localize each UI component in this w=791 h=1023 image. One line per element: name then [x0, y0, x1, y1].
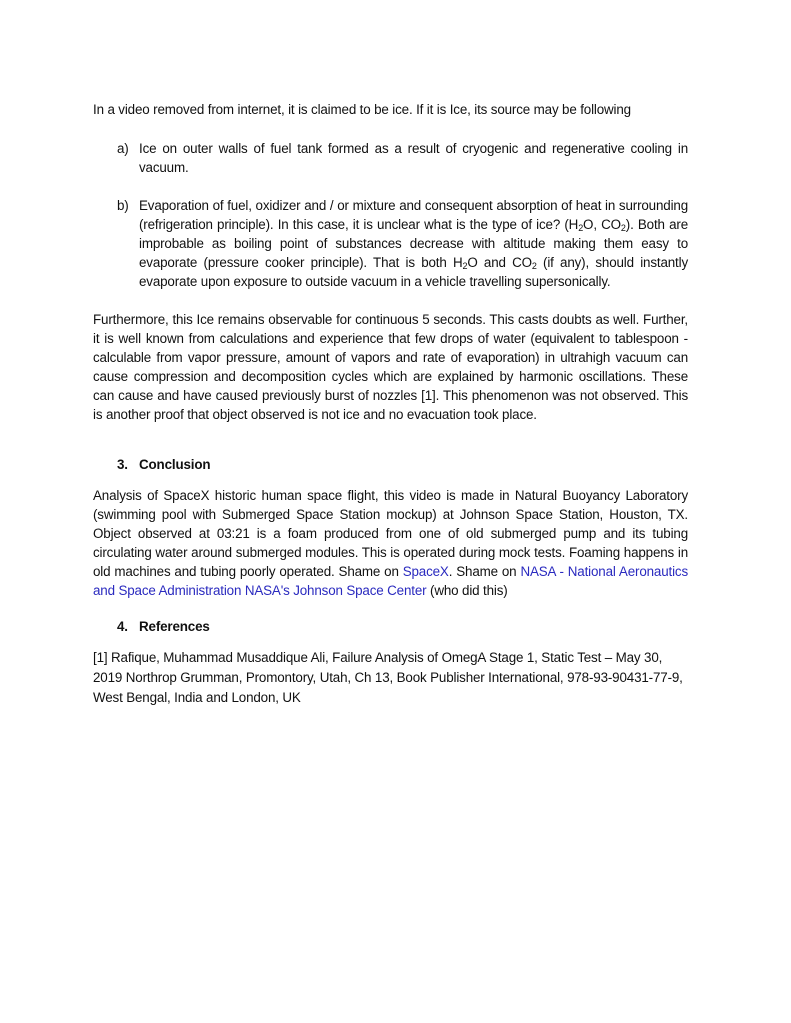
conclusion-paragraph: [93, 486, 688, 600]
list-marker: b): [117, 198, 129, 213]
document-page: [93, 100, 688, 708]
reference-item: [1] Rafique, Muhammad Musaddique Ali, Failure Analysis of OmegA Stage 1, Static Test – May 30, 2019 Northrop Grumman, Promontory, Utah, Ch 13, Book Publisher International, 978-93-90431-77-9, West Bengal, India and London, UK: [93, 650, 683, 705]
section-number: 4.: [117, 619, 128, 634]
section-number: 3.: [117, 457, 128, 472]
list-item-text: Ice on outer walls of fuel tank formed as a result of cryogenic and regenerative cooling in vacuum.: [139, 141, 688, 175]
references-heading: [93, 617, 688, 636]
nasa-link[interactable]: NASA - National Aeronautics and Space Administration NASA's Johnson Space Center: [93, 564, 688, 598]
list-item: [93, 139, 688, 177]
text-segment: ). Both are improbable as boiling point of substances decrease with altitude making them easy to evaporate (pressure cooker principle). That is both H: [139, 217, 688, 270]
ice-source-list: [93, 139, 688, 291]
list-item-text: [139, 198, 688, 289]
list-item: [93, 196, 688, 291]
list-marker: a): [117, 141, 129, 156]
text-segment: O and CO: [467, 255, 532, 270]
subscript: 2: [578, 223, 584, 233]
furthermore-paragraph: Furthermore, this Ice remains observable for continuous 5 seconds. This casts doubts as well. Further, it is well known from calculations and experience that few drops of water (equivalent to tablespoon - calculable from vapor pressure, amount of vapors and rate of evaporation) in ultrahigh vacuum can cause compression and decomposition cycles which are explained by harmonic oscillations. These can cause and have caused previously burst of nozzles [1]. This phenomenon was not observed. This is another proof that object observed is not ice and no evacuation took place.: [93, 312, 688, 422]
intro-paragraph: In a video removed from internet, it is claimed to be ice. If it is Ice, its source may be following: [93, 102, 631, 117]
subscript: 2: [462, 261, 468, 271]
text-segment: Analysis of SpaceX historic human space flight, this video is made in Natural Buoyancy Laboratory (swimming pool with Submerged Space Station mockup) at Johnson Space Station, Houston, TX. Object observed at 03:21 is a foam produced from one of old submerged pump and its tubing circulating water around submerged modules. This is operated during mock tests. Foaming happens in old machines and tubing poorly operated. Shame on: [93, 488, 688, 579]
text-segment: O, CO: [583, 217, 621, 232]
text-segment: Evaporation of fuel, oxidizer and / or mixture and consequent absorption of heat in surrounding (refrigeration principle). In this case, it is unclear what is the type of ice? (H: [139, 198, 688, 232]
text-segment: (who did this): [426, 583, 508, 598]
subscript: 2: [620, 223, 626, 233]
spacex-link[interactable]: SpaceX: [402, 564, 449, 579]
section-title: Conclusion: [139, 457, 211, 472]
subscript: 2: [531, 261, 537, 271]
text-segment: (if any), should instantly evaporate upon exposure to outside vacuum in a vehicle travelling supersonically.: [139, 255, 688, 289]
text-segment: . Shame on: [448, 564, 521, 579]
section-title: References: [139, 619, 210, 634]
conclusion-heading: [93, 455, 688, 474]
